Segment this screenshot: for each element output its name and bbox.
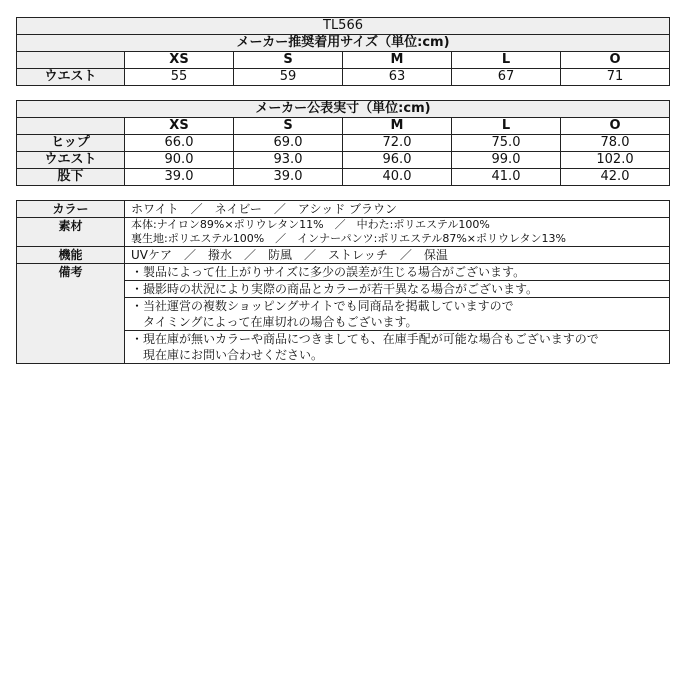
value-cell: 93.0 [234, 152, 343, 169]
size-xs: XS [125, 52, 234, 69]
value-cell: 39.0 [125, 169, 234, 186]
value-cell: 40.0 [343, 169, 452, 186]
size-l: L [452, 52, 561, 69]
note-3-line-1: ・当社運営の複数ショッピングサイトでも同商品を掲載していますので [131, 299, 514, 313]
material-line-2: 裏生地:ポリエステル100% ／ インナーパンツ:ポリエステル87%×ポリウレタン13% [125, 232, 670, 247]
size-o: O [561, 118, 670, 135]
size-s: S [234, 52, 343, 69]
value-cell: 59 [234, 69, 343, 86]
size-header-row [17, 52, 670, 69]
spec-table [16, 200, 670, 364]
empty-cell [17, 52, 125, 69]
size-xs: XS [125, 118, 234, 135]
table-row [17, 201, 670, 218]
material-line-1: 本体:ナイロン89%×ポリウレタン11% ／ 中わた:ポリエステル100% [125, 218, 670, 233]
row-label-waist: ウエスト [17, 69, 125, 86]
note-4-line-2: 現在庫にお問い合わせください。 [131, 348, 324, 362]
function-value: UVケア ／ 撥水 ／ 防風 ／ ストレッチ ／ 保温 [125, 247, 670, 264]
value-cell: 71 [561, 69, 670, 86]
table-row [17, 169, 670, 186]
value-cell: 90.0 [125, 152, 234, 169]
recommended-size-table [16, 17, 670, 86]
table-row [17, 264, 670, 281]
value-cell: 69.0 [234, 135, 343, 152]
note-4 [125, 331, 670, 364]
value-cell: 75.0 [452, 135, 561, 152]
row-label-hip: ヒップ [17, 135, 125, 152]
row-label-waist: ウエスト [17, 152, 125, 169]
material-label: 素材 [17, 218, 125, 247]
size-header-row [17, 118, 670, 135]
color-value: ホワイト ／ ネイビー ／ アシッド ブラウン [125, 201, 670, 218]
note-4-line-1: ・現在庫が無いカラーや商品につきましても、在庫手配が可能な場合もございますので [131, 332, 599, 346]
size-o: O [561, 52, 670, 69]
table-row [17, 218, 670, 233]
note-1: ・製品によって仕上がりサイズに多少の誤差が生じる場合がございます。 [125, 264, 670, 281]
value-cell: 42.0 [561, 169, 670, 186]
product-code: TL566 [17, 18, 670, 35]
note-2: ・撮影時の状況により実際の商品とカラーが若干異なる場合がございます。 [125, 281, 670, 298]
empty-cell [17, 118, 125, 135]
value-cell: 63 [343, 69, 452, 86]
table-row [17, 152, 670, 169]
size-m: M [343, 52, 452, 69]
table-row [17, 247, 670, 264]
table-row [17, 69, 670, 86]
note-3-line-2: タイミングによって在庫切れの場合もございます。 [131, 315, 418, 329]
actual-size-table [16, 100, 670, 186]
color-label: カラー [17, 201, 125, 218]
value-cell: 67 [452, 69, 561, 86]
value-cell: 72.0 [343, 135, 452, 152]
value-cell: 55 [125, 69, 234, 86]
value-cell: 102.0 [561, 152, 670, 169]
function-label: 機能 [17, 247, 125, 264]
size-s: S [234, 118, 343, 135]
note-3 [125, 298, 670, 331]
value-cell: 39.0 [234, 169, 343, 186]
value-cell: 99.0 [452, 152, 561, 169]
value-cell: 96.0 [343, 152, 452, 169]
actual-size-title: メーカー公表実寸（単位:cm) [17, 101, 670, 118]
recommended-size-title: メーカー推奨着用サイズ（単位:cm) [17, 35, 670, 52]
value-cell: 41.0 [452, 169, 561, 186]
table-row [17, 135, 670, 152]
size-m: M [343, 118, 452, 135]
value-cell: 66.0 [125, 135, 234, 152]
value-cell: 78.0 [561, 135, 670, 152]
size-l: L [452, 118, 561, 135]
row-label-inseam: 股下 [17, 169, 125, 186]
notes-label: 備考 [17, 264, 125, 364]
